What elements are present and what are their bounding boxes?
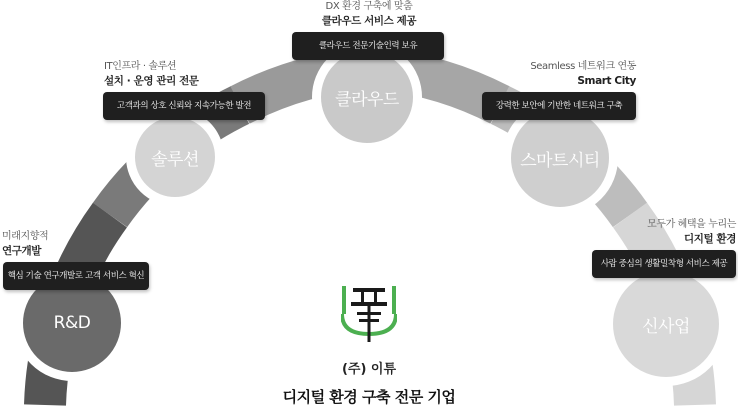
pill-solution: 고객과의 상호 신뢰와 지속가능한 발전 [103,92,265,120]
node-cloud-label: 클라우드 [335,89,399,110]
node-new-biz-label: 신사업 [642,316,690,337]
caption-solution-bold: 설치 · 운영 관리 전문 [104,75,199,87]
caption-cloud [289,0,449,28]
caption-smartcity-bold: Smart City [577,75,636,87]
node-rnd-label: R&D [53,313,91,333]
company-tagline: 디지털 환경 구축 전문 기업 [282,388,456,406]
caption-rnd [2,230,48,258]
caption-new-biz-bold: 디지털 환경 [684,233,736,245]
caption-smartcity [478,60,636,88]
caption-smartcity-top: Seamless 네트워크 연동 [530,61,636,72]
node-smartcity-label: 스마트시티 [520,150,600,171]
pill-cloud: 클라우드 전문기술인력 보유 [292,32,444,60]
pill-new-biz: 사람 중심의 생활밀착형 서비스 제공 [592,250,736,278]
node-solution-label: 솔루션 [151,149,199,170]
caption-new-biz-top: 모두가 혜택을 누리는 [647,219,736,230]
caption-cloud-bold: 클라우드 서비스 제공 [321,15,417,27]
caption-new-biz [586,218,736,246]
caption-solution-top: IT인프라 · 솔루션 [104,61,177,72]
caption-cloud-top: DX 환경 구축에 맞춤 [325,1,413,12]
caption-rnd-top: 미래지향적 [2,231,49,242]
company-name: (주) 이튜 [341,362,397,377]
node-solution [126,108,224,206]
pill-smartcity: 강력한 보안에 기반한 네트워크 구축 [482,92,636,120]
pill-rnd: 핵심 기술 연구개발로 고객 서비스 혁신 [3,262,149,290]
caption-rnd-bold: 연구개발 [2,245,41,257]
caption-solution [104,60,199,88]
logo-mark [341,282,397,344]
